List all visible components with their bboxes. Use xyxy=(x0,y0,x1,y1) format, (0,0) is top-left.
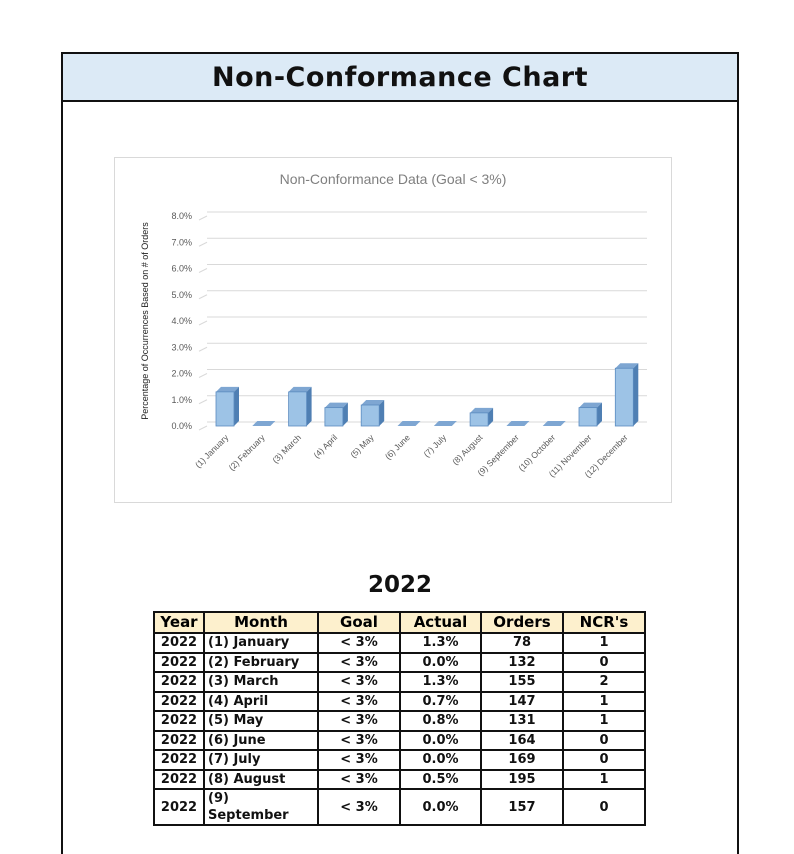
table-row xyxy=(154,653,645,673)
table-cell: 155 xyxy=(481,672,563,692)
table-cell: 1.3% xyxy=(400,672,481,692)
table-cell: < 3% xyxy=(318,633,400,653)
x-tick-label: (11) November xyxy=(546,432,594,480)
table-cell: 195 xyxy=(481,770,563,790)
table-cell: (2) February xyxy=(204,653,318,673)
table-title: 2022 xyxy=(367,572,432,598)
gridline-depth xyxy=(199,347,207,351)
x-tick-label: (6) June xyxy=(382,432,412,462)
table-cell: 1 xyxy=(563,711,645,731)
bar-side xyxy=(633,363,638,426)
table-cell: 1 xyxy=(563,692,645,712)
table-cell: 2 xyxy=(563,672,645,692)
page-title: Non-Conformance Chart xyxy=(63,54,737,102)
table-cell: 2022 xyxy=(154,711,204,731)
table-cell: (9) September xyxy=(204,789,318,825)
bar xyxy=(579,408,597,426)
table-cell: < 3% xyxy=(318,731,400,751)
y-tick-label: 8.0% xyxy=(171,211,192,221)
gridline-depth xyxy=(199,242,207,246)
x-tick-label: (12) December xyxy=(582,432,630,480)
table-cell: 0.0% xyxy=(400,731,481,751)
table-cell: 0.5% xyxy=(400,770,481,790)
table-cell: < 3% xyxy=(318,750,400,770)
table-cell: 0 xyxy=(563,653,645,673)
table-cell: 2022 xyxy=(154,750,204,770)
y-axis-label: Percentage of Occurrences Based on # of Orders xyxy=(140,222,150,420)
table-cell: 164 xyxy=(481,731,563,751)
x-tick-label: (10) October xyxy=(516,432,558,474)
column-header: NCR's xyxy=(563,612,645,633)
table-cell: 0.7% xyxy=(400,692,481,712)
gridline-depth xyxy=(199,321,207,325)
data-table xyxy=(153,611,646,826)
table-cell: 0.8% xyxy=(400,711,481,731)
x-tick-label: (3) March xyxy=(270,432,304,466)
table-cell: 0 xyxy=(563,789,645,825)
table-row xyxy=(154,711,645,731)
table-cell: (3) March xyxy=(204,672,318,692)
y-tick-label: 3.0% xyxy=(171,342,192,353)
table-cell: 131 xyxy=(481,711,563,731)
table-cell: (8) August xyxy=(204,770,318,790)
x-tick-label: (7) July xyxy=(421,432,449,460)
table-cell: 2022 xyxy=(154,770,204,790)
bar xyxy=(289,392,307,426)
table-cell: 0 xyxy=(563,750,645,770)
gridline-depth xyxy=(199,216,207,220)
y-tick-label: 0.0% xyxy=(171,421,192,431)
y-tick-label: 5.0% xyxy=(171,289,192,300)
table-cell: 132 xyxy=(481,653,563,673)
table-cell: (5) May xyxy=(204,711,318,731)
bar-side xyxy=(234,387,239,426)
table-cell: < 3% xyxy=(318,692,400,712)
table-cell: 2022 xyxy=(154,672,204,692)
table-cell: (7) July xyxy=(204,750,318,770)
table-row xyxy=(154,731,645,751)
table-cell: 147 xyxy=(481,692,563,712)
table-cell: (4) April xyxy=(204,692,318,712)
table-cell: 0 xyxy=(563,731,645,751)
table-row xyxy=(154,672,645,692)
y-tick-label: 2.0% xyxy=(171,368,192,379)
bar-side xyxy=(307,387,312,426)
x-tick-label: (4) April xyxy=(311,432,340,461)
table-header-row xyxy=(154,612,645,633)
chart xyxy=(114,157,672,503)
table-cell: 157 xyxy=(481,789,563,825)
table-cell: 78 xyxy=(481,633,563,653)
x-tick-label: (5) May xyxy=(348,432,376,460)
y-tick-label: 6.0% xyxy=(171,263,192,274)
table-row xyxy=(154,770,645,790)
bar xyxy=(361,405,379,426)
table-cell: < 3% xyxy=(318,672,400,692)
table-cell: 0.0% xyxy=(400,750,481,770)
column-header: Month xyxy=(204,612,318,633)
y-tick-label: 1.0% xyxy=(171,394,192,405)
table-cell: 1.3% xyxy=(400,633,481,653)
table-cell: 1 xyxy=(563,770,645,790)
table-row xyxy=(154,750,645,770)
bar xyxy=(216,392,234,426)
x-tick-label: (8) August xyxy=(450,432,485,467)
table-cell: (1) January xyxy=(204,633,318,653)
column-header: Goal xyxy=(318,612,400,633)
table-row xyxy=(154,633,645,653)
table-cell: < 3% xyxy=(318,770,400,790)
bar xyxy=(325,408,343,426)
table-cell: 0.0% xyxy=(400,653,481,673)
table-cell: 1 xyxy=(563,633,645,653)
column-header: Actual xyxy=(400,612,481,633)
y-tick-label: 4.0% xyxy=(171,316,192,326)
table-cell: 2022 xyxy=(154,789,204,825)
table-row xyxy=(154,789,645,825)
gridline-depth xyxy=(199,426,207,430)
table-cell: (6) June xyxy=(204,731,318,751)
table-cell: 0.0% xyxy=(400,789,481,825)
x-tick-label: (9) September xyxy=(475,432,521,478)
gridline-depth xyxy=(199,295,207,299)
bar xyxy=(470,413,488,426)
table-cell: < 3% xyxy=(318,653,400,673)
table-cell: 169 xyxy=(481,750,563,770)
x-tick-label: (1) January xyxy=(192,432,231,470)
document-page xyxy=(61,52,739,854)
table-cell: < 3% xyxy=(318,711,400,731)
table-cell: < 3% xyxy=(318,789,400,825)
table-cell: 2022 xyxy=(154,731,204,751)
gridline-depth xyxy=(199,400,207,404)
table-cell: 2022 xyxy=(154,692,204,712)
chart-title: Non-Conformance Data (Goal < 3%) xyxy=(279,171,507,187)
column-header: Orders xyxy=(481,612,563,633)
chart-svg xyxy=(115,158,671,502)
y-tick-label: 7.0% xyxy=(171,237,192,248)
table-cell: 2022 xyxy=(154,653,204,673)
table-cell: 2022 xyxy=(154,633,204,653)
gridline-depth xyxy=(199,269,207,273)
table-row xyxy=(154,692,645,712)
gridline-depth xyxy=(199,374,207,378)
x-tick-label: (2) February xyxy=(226,432,267,473)
column-header: Year xyxy=(154,612,204,633)
bar xyxy=(615,368,633,426)
